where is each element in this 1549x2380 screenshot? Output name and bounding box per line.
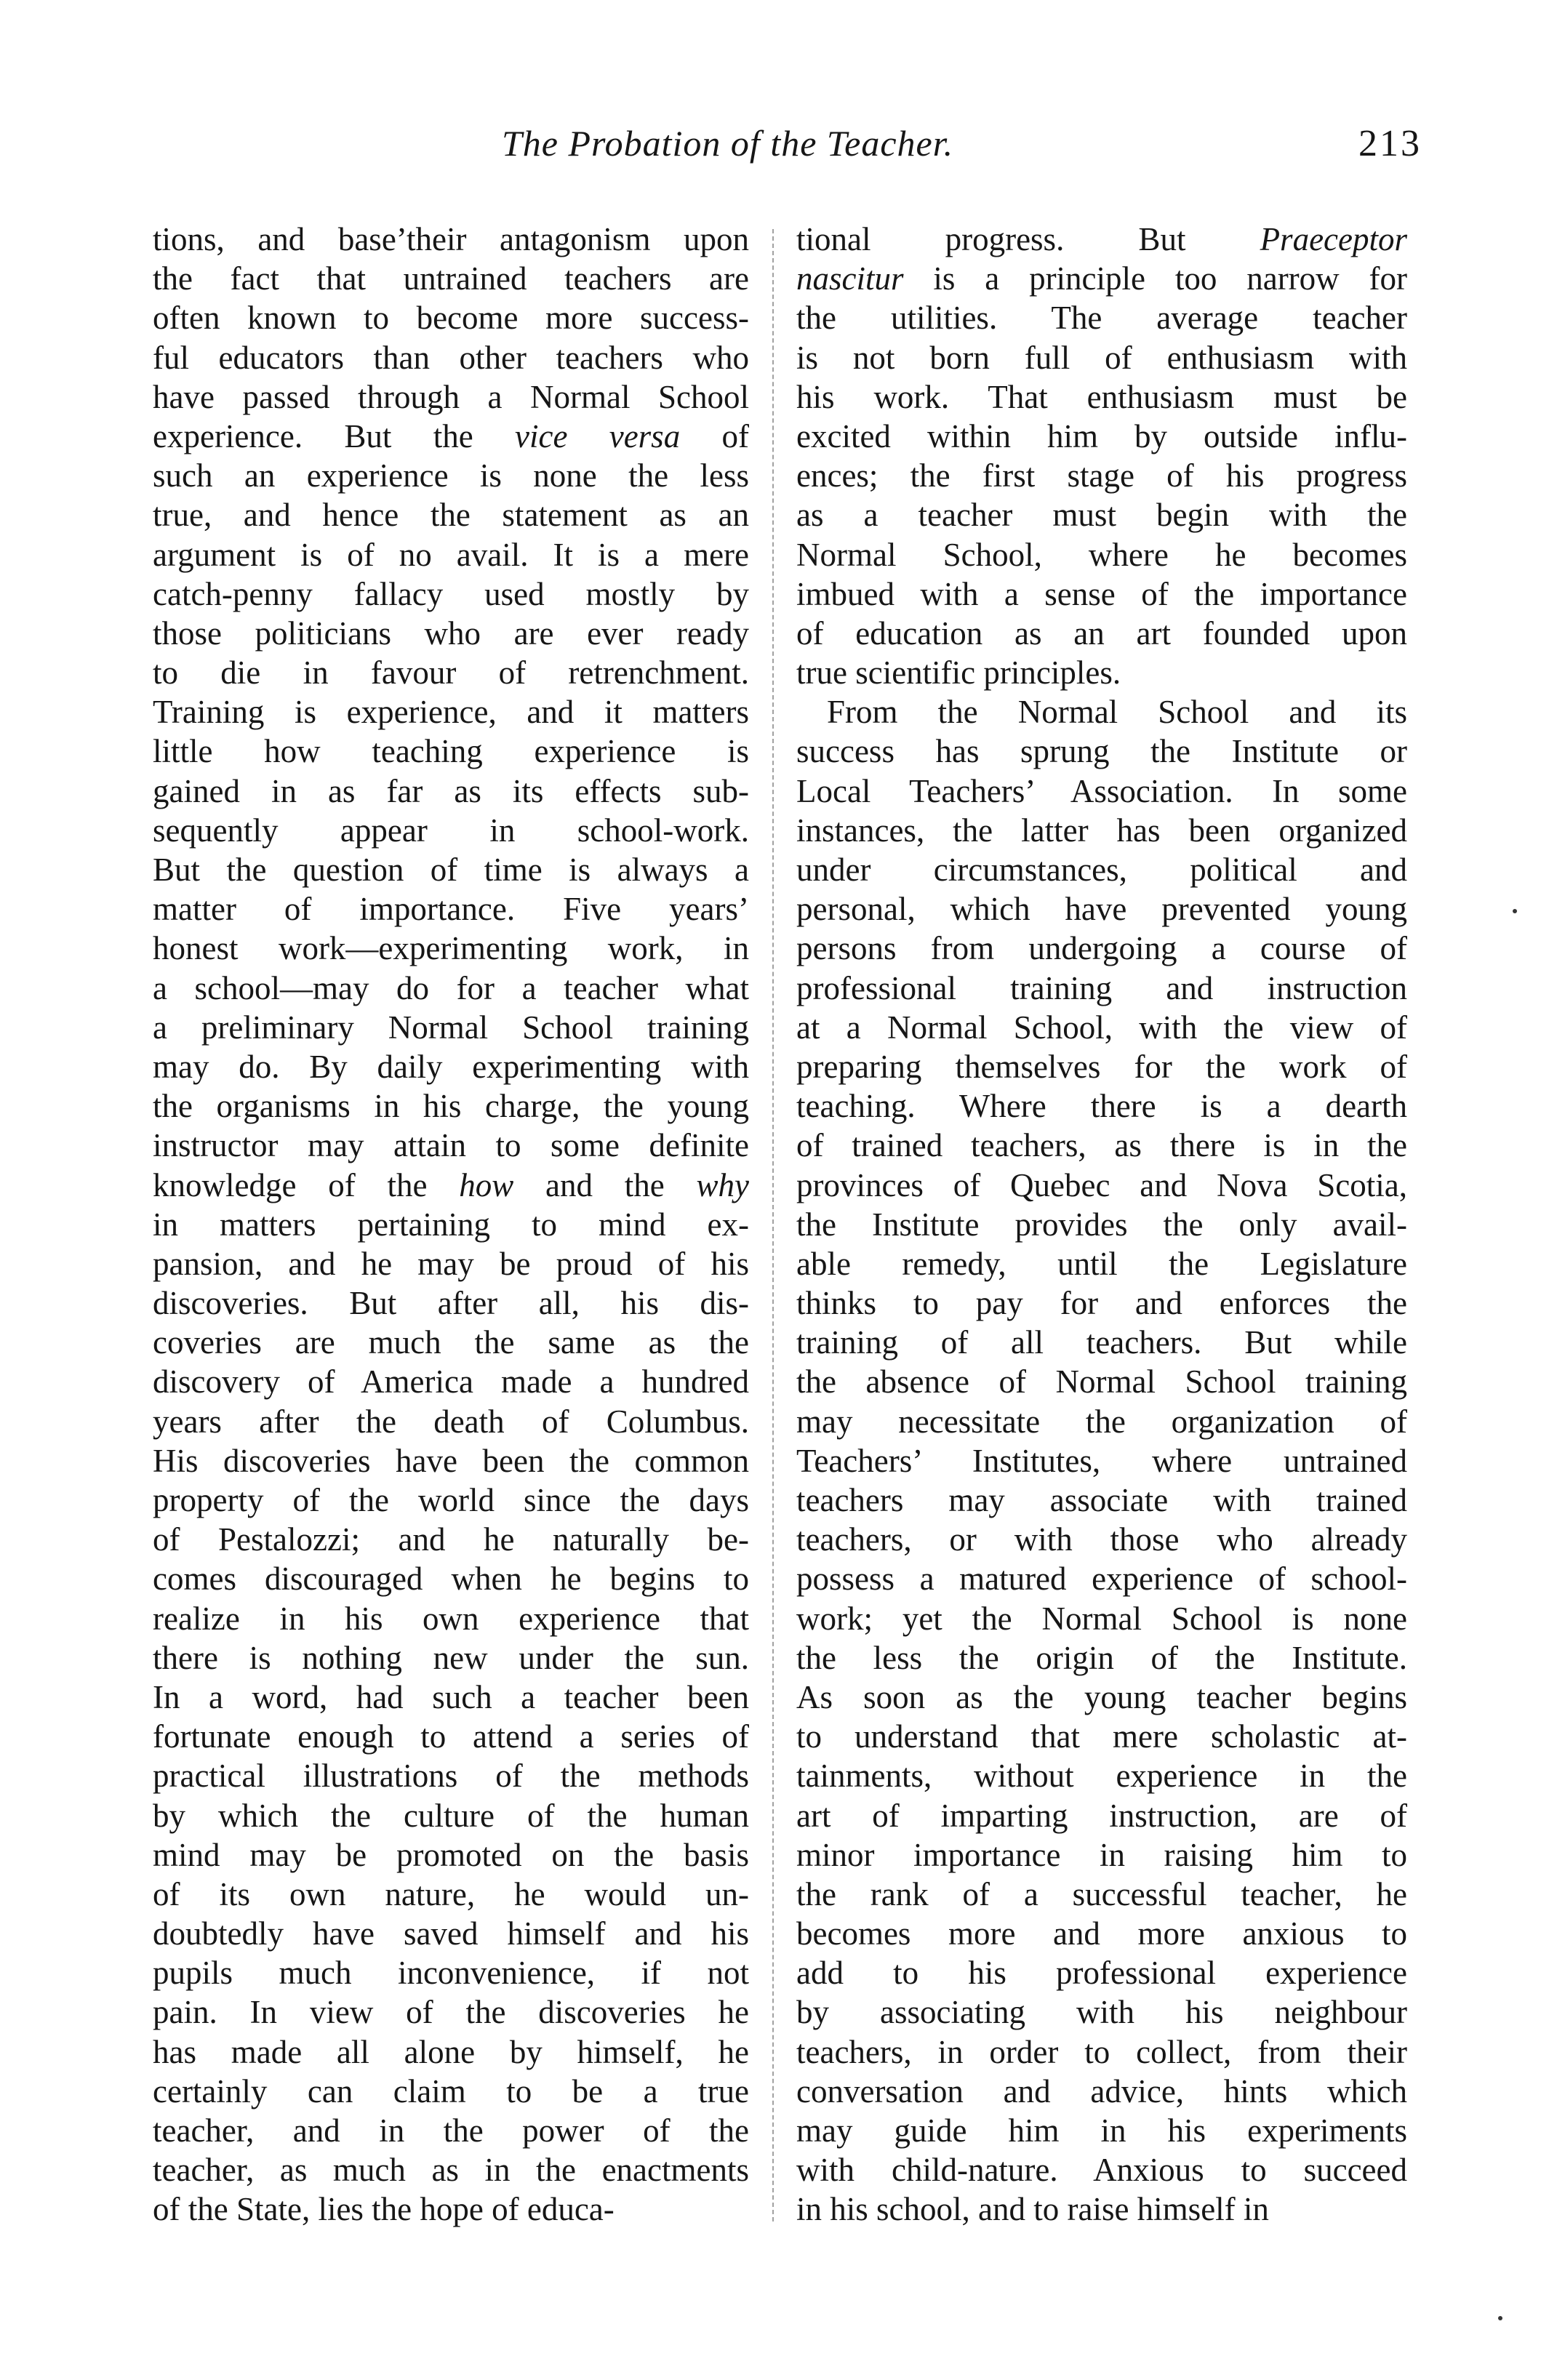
text-line: add to his professional experience <box>796 1955 1407 1992</box>
text-segment: tional progress. But <box>796 221 1260 257</box>
text-line: training of all teachers. But while <box>796 1324 1407 1361</box>
text-line: to understand that mere scholastic at- <box>796 1718 1407 1755</box>
text-line: practical illustrations of the methods <box>153 1758 749 1795</box>
text-line: teacher, as much as in the enactments <box>153 2152 749 2189</box>
text-line: gained in as far as its effects sub- <box>153 772 749 809</box>
text-line: Local Teachers’ Association. In some <box>796 772 1407 809</box>
text-line: ful educators than other teachers who <box>153 339 749 376</box>
text-line: little how teaching experience is <box>153 733 749 770</box>
text-line: art of imparting instruction, are of <box>796 1797 1407 1834</box>
text-line: success has sprung the Institute or <box>796 733 1407 770</box>
text-line: pansion, and he may be proud of his <box>153 1245 749 1282</box>
text-line: doubtedly have saved himself and his <box>153 1915 749 1952</box>
text-line: may necessitate the organization of <box>796 1403 1407 1440</box>
text-line: in matters pertaining to mind ex- <box>153 1206 749 1243</box>
text-line: excited within him by outside influ- <box>796 417 1407 454</box>
text-line: instructor may attain to some definite <box>153 1127 749 1164</box>
text-line: able remedy, until the Legislature <box>796 1245 1407 1282</box>
text-line: such an experience is none the less <box>153 457 749 494</box>
text-line: discovery of America made a hundred <box>153 1363 749 1401</box>
text-line: the rank of a successful teacher, he <box>796 1875 1407 1912</box>
italic-text: Praeceptor <box>1260 221 1407 257</box>
text-line: teaching. Where there is a dearth <box>796 1088 1407 1125</box>
text-line: But the question of time is always a <box>153 852 749 888</box>
text-line: under circumstances, political and <box>796 852 1407 888</box>
text-line: those politicians who are ever ready <box>153 614 749 652</box>
text-line: teachers, in order to collect, from their <box>796 2033 1407 2070</box>
text-line: Normal School, where he becomes <box>796 536 1407 573</box>
text-line: with child-nature. Anxious to succeed <box>796 2152 1407 2189</box>
text-line: by which the culture of the human <box>153 1797 749 1834</box>
italic-text: how <box>459 1166 514 1203</box>
text-segment: and the <box>513 1166 697 1203</box>
text-line: often known to become more success- <box>153 300 749 337</box>
text-line: Teachers’ Institutes, where untrained <box>796 1442 1407 1479</box>
text-segment: knowledge of the <box>153 1166 460 1203</box>
text-line: teachers, or with those who already <box>796 1521 1407 1558</box>
text-segment: is a principle too narrow for <box>903 260 1407 297</box>
text-line: true scientific principles. <box>796 654 1121 692</box>
text-line: matter of importance. Five years’ <box>153 891 749 928</box>
text-line: His discoveries have been the common <box>153 1442 749 1479</box>
text-line: of Pestalozzi; and he naturally be- <box>153 1521 749 1558</box>
italic-text: nascitur <box>796 260 904 297</box>
text-line: certainly can claim to be a true <box>153 2072 749 2109</box>
text-line: sequently appear in school-work. <box>153 812 749 849</box>
text-line: his work. That enthusiasm must be <box>796 378 1407 415</box>
text-line: true, and hence the statement as an <box>153 497 749 534</box>
text-line: of trained teachers, as there is in the <box>796 1127 1407 1164</box>
text-line: In a word, had such a teacher been <box>153 1678 749 1715</box>
column-divider <box>772 229 774 2221</box>
text-line <box>153 1166 749 1205</box>
text-line: realize in his own experience that <box>153 1600 749 1637</box>
text-line <box>796 220 1407 259</box>
text-line: tainments, without experience in the <box>796 1758 1407 1795</box>
text-line: a school—may do for a teacher what <box>153 969 749 1006</box>
text-line: thinks to pay for and enforces the <box>796 1285 1407 1322</box>
text-line: may guide him in his experiments <box>796 2112 1407 2149</box>
text-line: pain. In view of the discoveries he <box>153 1994 749 2031</box>
text-line: provinces of Quebec and Nova Scotia, <box>796 1166 1407 1203</box>
text-line: mind may be promoted on the basis <box>153 1836 749 1873</box>
text-line: of the State, lies the hope of educa- <box>153 2191 615 2228</box>
text-line: of education as an art founded upon <box>796 614 1407 652</box>
text-line: tions, and base’their antagonism upon <box>153 221 749 257</box>
text-line: minor importance in raising him to <box>796 1836 1407 1873</box>
text-line: possess a matured experience of school- <box>796 1560 1407 1598</box>
scan-speck <box>1513 909 1517 913</box>
text-line: discoveries. But after all, his dis- <box>153 1285 749 1322</box>
text-line: ences; the first stage of his progress <box>796 457 1407 494</box>
text-line: the absence of Normal School training <box>796 1363 1407 1401</box>
text-line: argument is of no avail. It is a mere <box>153 536 749 573</box>
text-line: pupils much inconvenience, if not <box>153 1955 749 1992</box>
text-line: to die in favour of retrenchment. <box>153 654 749 692</box>
text-line: the Institute provides the only avail- <box>796 1206 1407 1243</box>
text-line: as a teacher must begin with the <box>796 497 1407 534</box>
text-line: conversation and advice, hints which <box>796 2072 1407 2109</box>
text-line: there is nothing new under the sun. <box>153 1639 749 1676</box>
text-line: Training is experience, and it matters <box>153 694 749 731</box>
text-line: teacher, and in the power of the <box>153 2112 749 2149</box>
text-line: As soon as the young teacher begins <box>796 1678 1407 1715</box>
text-line: imbued with a sense of the importance <box>796 575 1407 612</box>
text-line: years after the death of Columbus. <box>153 1403 749 1440</box>
text-line: teachers may associate with trained <box>796 1482 1407 1518</box>
page-number: 213 <box>1358 123 1422 164</box>
text-line: by associating with his neighbour <box>796 1994 1407 2031</box>
text-line: property of the world since the days <box>153 1482 749 1518</box>
text-line <box>153 417 749 456</box>
right-text-column <box>796 220 1407 2229</box>
text-line: have passed through a Normal School <box>153 378 749 415</box>
running-header-title: The Probation of the Teacher. <box>502 123 954 164</box>
left-text-column <box>153 220 749 2229</box>
text-line: becomes more and more anxious to <box>796 1915 1407 1952</box>
text-segment: of <box>680 417 749 454</box>
text-line: honest work—experimenting work, in <box>153 930 749 967</box>
text-line: the organisms in his charge, the young <box>153 1088 749 1125</box>
italic-text: why <box>696 1166 749 1203</box>
text-line: at a Normal School, with the view of <box>796 1009 1407 1046</box>
text-line: preparing themselves for the work of <box>796 1048 1407 1085</box>
text-line: personal, which have prevented young <box>796 891 1407 928</box>
text-line: is not born full of enthusiasm with <box>796 339 1407 376</box>
text-line: may do. By daily experimenting with <box>153 1048 749 1085</box>
text-line: the fact that untrained teachers are <box>153 260 749 297</box>
text-line: a preliminary Normal School training <box>153 1009 749 1046</box>
text-line: From the Normal School and its <box>827 694 1407 731</box>
text-line <box>796 259 1407 298</box>
text-line: coveries are much the same as the <box>153 1324 749 1361</box>
text-line: catch-penny fallacy used mostly by <box>153 575 749 612</box>
text-line: the less the origin of the Institute. <box>796 1639 1407 1676</box>
text-line: the utilities. The average teacher <box>796 300 1407 337</box>
text-line: work; yet the Normal School is none <box>796 1600 1407 1637</box>
text-line: in his school, and to raise himself in <box>796 2191 1269 2228</box>
text-line: instances, the latter has been organized <box>796 812 1407 849</box>
text-line: of its own nature, he would un- <box>153 1875 749 1912</box>
text-line: persons from undergoing a course of <box>796 930 1407 967</box>
text-line: has made all alone by himself, he <box>153 2033 749 2070</box>
text-line: fortunate enough to attend a series of <box>153 1718 749 1755</box>
italic-text: vice versa <box>515 417 681 454</box>
text-segment: experience. But the <box>153 417 515 454</box>
text-line: comes discouraged when he begins to <box>153 1560 749 1598</box>
scan-speck <box>1498 2316 1502 2320</box>
text-line: professional training and instruction <box>796 969 1407 1006</box>
